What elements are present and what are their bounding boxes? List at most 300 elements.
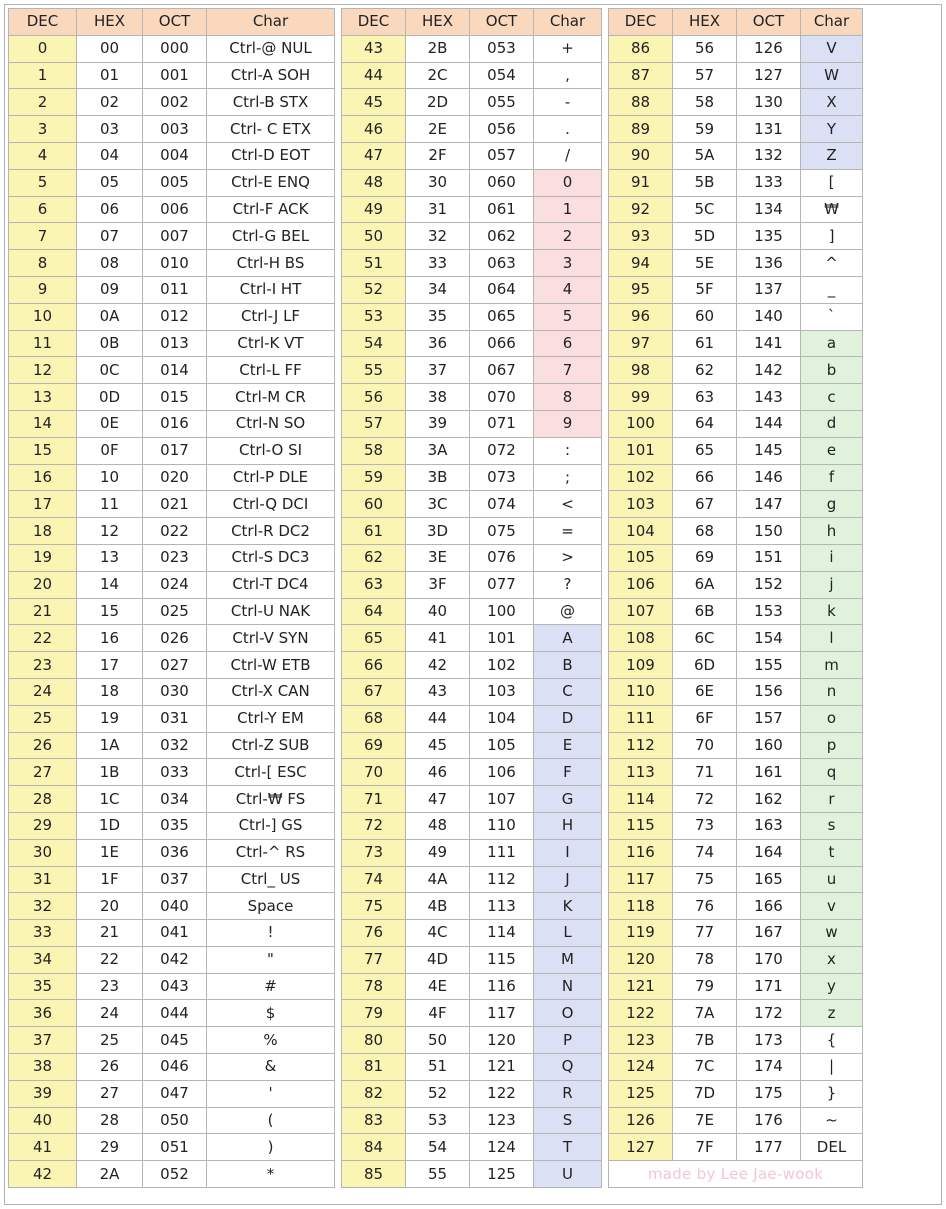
cell-hex: 05: [77, 169, 143, 196]
cell-hex: 35: [406, 303, 470, 330]
column-gap: [335, 893, 342, 920]
cell-hex: 31: [406, 196, 470, 223]
cell-char: ": [207, 946, 335, 973]
cell-oct: 123: [470, 1107, 534, 1134]
column-gap: [602, 759, 609, 786]
column-gap: [335, 839, 342, 866]
column-gap: [335, 920, 342, 947]
cell-hex: 67: [673, 491, 737, 518]
column-gap: [335, 62, 342, 89]
cell-hex: 5F: [673, 276, 737, 303]
cell-oct: 026: [143, 625, 207, 652]
cell-oct: 133: [737, 169, 801, 196]
cell-oct: 076: [470, 544, 534, 571]
cell-dec: 35: [9, 973, 77, 1000]
cell-dec: 34: [9, 946, 77, 973]
cell-dec: 90: [609, 142, 673, 169]
cell-oct: 135: [737, 223, 801, 250]
cell-dec: 13: [9, 384, 77, 411]
cell-dec: 43: [342, 35, 406, 62]
cell-hex: 18: [77, 678, 143, 705]
cell-hex: 39: [406, 410, 470, 437]
cell-oct: 152: [737, 571, 801, 598]
cell-char: r: [801, 786, 863, 813]
cell-dec: 119: [609, 920, 673, 947]
column-gap: [602, 1161, 609, 1188]
cell-dec: 80: [342, 1027, 406, 1054]
cell-hex: 00: [77, 35, 143, 62]
cell-dec: 110: [609, 678, 673, 705]
cell-dec: 4: [9, 142, 77, 169]
cell-dec: 114: [609, 786, 673, 813]
cell-char: Z: [801, 142, 863, 169]
column-gap: [335, 625, 342, 652]
cell-oct: 004: [143, 142, 207, 169]
cell-oct: 137: [737, 276, 801, 303]
cell-oct: 142: [737, 357, 801, 384]
cell-char: g: [801, 491, 863, 518]
cell-char: 9: [534, 410, 602, 437]
cell-dec: 76: [342, 920, 406, 947]
column-gap: [335, 357, 342, 384]
column-gap: [335, 384, 342, 411]
cell-oct: 151: [737, 544, 801, 571]
cell-char: 7: [534, 357, 602, 384]
cell-dec: 39: [9, 1080, 77, 1107]
column-gap: [602, 893, 609, 920]
cell-hex: 6A: [673, 571, 737, 598]
cell-hex: 5A: [673, 142, 737, 169]
cell-oct: 012: [143, 303, 207, 330]
cell-oct: 016: [143, 410, 207, 437]
cell-dec: 33: [9, 920, 77, 947]
column-gap: [602, 276, 609, 303]
cell-dec: 94: [609, 250, 673, 277]
cell-char: M: [534, 946, 602, 973]
cell-oct: 117: [470, 1000, 534, 1027]
header-dec: DEC: [9, 9, 77, 36]
cell-char: Ctrl-] GS: [207, 812, 335, 839]
cell-char: .: [534, 116, 602, 143]
cell-dec: 70: [342, 759, 406, 786]
cell-hex: 33: [406, 250, 470, 277]
cell-oct: 066: [470, 330, 534, 357]
cell-hex: 6E: [673, 678, 737, 705]
cell-char: f: [801, 464, 863, 491]
table-row: [9, 330, 863, 357]
cell-dec: 102: [609, 464, 673, 491]
cell-oct: 101: [470, 625, 534, 652]
cell-hex: 71: [673, 759, 737, 786]
column-gap: [602, 652, 609, 679]
cell-dec: 104: [609, 518, 673, 545]
cell-hex: 24: [77, 1000, 143, 1027]
cell-hex: 7B: [673, 1027, 737, 1054]
cell-oct: 156: [737, 678, 801, 705]
cell-hex: 78: [673, 946, 737, 973]
column-gap: [335, 732, 342, 759]
cell-dec: 42: [9, 1161, 77, 1188]
cell-oct: 040: [143, 893, 207, 920]
cell-hex: 22: [77, 946, 143, 973]
cell-char: l: [801, 625, 863, 652]
column-gap: [602, 946, 609, 973]
cell-char: ]: [801, 223, 863, 250]
cell-oct: 020: [143, 464, 207, 491]
cell-hex: 26: [77, 1054, 143, 1081]
column-gap: [335, 142, 342, 169]
cell-hex: 2A: [77, 1161, 143, 1188]
cell-oct: 031: [143, 705, 207, 732]
cell-oct: 106: [470, 759, 534, 786]
column-gap: [335, 464, 342, 491]
column-gap: [602, 544, 609, 571]
cell-dec: 60: [342, 491, 406, 518]
cell-char: 0: [534, 169, 602, 196]
cell-oct: 166: [737, 893, 801, 920]
cell-hex: 50: [406, 1027, 470, 1054]
cell-char: ₩: [801, 196, 863, 223]
cell-hex: 45: [406, 732, 470, 759]
column-gap: [335, 705, 342, 732]
cell-hex: 70: [673, 732, 737, 759]
table-row: [9, 357, 863, 384]
table-row: [9, 491, 863, 518]
cell-hex: 65: [673, 437, 737, 464]
cell-hex: 68: [673, 518, 737, 545]
header-char: Char: [534, 9, 602, 36]
header-hex: HEX: [77, 9, 143, 36]
cell-hex: 3C: [406, 491, 470, 518]
cell-dec: 11: [9, 330, 77, 357]
cell-dec: 81: [342, 1054, 406, 1081]
cell-oct: 132: [737, 142, 801, 169]
table-row: [9, 410, 863, 437]
cell-dec: 51: [342, 250, 406, 277]
cell-char: A: [534, 625, 602, 652]
cell-oct: 162: [737, 786, 801, 813]
cell-dec: 16: [9, 464, 77, 491]
header-hex: HEX: [406, 9, 470, 36]
cell-char: ~: [801, 1107, 863, 1134]
cell-char: <: [534, 491, 602, 518]
header-dec: DEC: [342, 9, 406, 36]
cell-char: :: [534, 437, 602, 464]
cell-char: C: [534, 678, 602, 705]
cell-dec: 79: [342, 1000, 406, 1027]
cell-oct: 147: [737, 491, 801, 518]
column-gap: [335, 410, 342, 437]
cell-hex: 23: [77, 973, 143, 1000]
cell-char: o: [801, 705, 863, 732]
cell-dec: 69: [342, 732, 406, 759]
cell-char: Ctrl-@ NUL: [207, 35, 335, 62]
cell-hex: 5E: [673, 250, 737, 277]
table-row: [9, 973, 863, 1000]
cell-char: Ctrl_ US: [207, 866, 335, 893]
column-gap: [602, 678, 609, 705]
column-gap: [335, 518, 342, 545]
cell-dec: 122: [609, 1000, 673, 1027]
cell-dec: 86: [609, 35, 673, 62]
cell-char: T: [534, 1134, 602, 1161]
cell-oct: 056: [470, 116, 534, 143]
cell-dec: 92: [609, 196, 673, 223]
cell-char: h: [801, 518, 863, 545]
cell-char: E: [534, 732, 602, 759]
cell-char: 4: [534, 276, 602, 303]
cell-char: $: [207, 1000, 335, 1027]
cell-char: N: [534, 973, 602, 1000]
cell-dec: 3: [9, 116, 77, 143]
cell-dec: 108: [609, 625, 673, 652]
table-row: [9, 1161, 863, 1188]
cell-oct: 111: [470, 839, 534, 866]
column-gap: [602, 250, 609, 277]
cell-char: Ctrl-X CAN: [207, 678, 335, 705]
cell-oct: 174: [737, 1054, 801, 1081]
cell-hex: 19: [77, 705, 143, 732]
table-row: [9, 1054, 863, 1081]
column-gap: [602, 518, 609, 545]
cell-hex: 57: [673, 62, 737, 89]
cell-oct: 057: [470, 142, 534, 169]
cell-dec: 9: [9, 276, 77, 303]
table-row: [9, 920, 863, 947]
cell-hex: 61: [673, 330, 737, 357]
cell-oct: 030: [143, 678, 207, 705]
cell-hex: 03: [77, 116, 143, 143]
cell-char: `: [801, 303, 863, 330]
cell-hex: 40: [406, 598, 470, 625]
table-row: [9, 759, 863, 786]
cell-oct: 144: [737, 410, 801, 437]
cell-hex: 60: [673, 303, 737, 330]
cell-hex: 63: [673, 384, 737, 411]
column-gap: [602, 384, 609, 411]
cell-char: Ctrl-K VT: [207, 330, 335, 357]
cell-dec: 93: [609, 223, 673, 250]
cell-oct: 003: [143, 116, 207, 143]
cell-oct: 157: [737, 705, 801, 732]
cell-dec: 109: [609, 652, 673, 679]
cell-hex: 4F: [406, 1000, 470, 1027]
cell-dec: 103: [609, 491, 673, 518]
cell-dec: 78: [342, 973, 406, 1000]
cell-hex: 0E: [77, 410, 143, 437]
cell-hex: 42: [406, 652, 470, 679]
cell-hex: 2C: [406, 62, 470, 89]
cell-dec: 26: [9, 732, 77, 759]
ascii-table: [8, 8, 863, 1188]
cell-oct: 161: [737, 759, 801, 786]
cell-dec: 17: [9, 491, 77, 518]
cell-char: #: [207, 973, 335, 1000]
cell-char: p: [801, 732, 863, 759]
cell-oct: 033: [143, 759, 207, 786]
cell-oct: 072: [470, 437, 534, 464]
cell-char: @: [534, 598, 602, 625]
cell-dec: 67: [342, 678, 406, 705]
table-row: [9, 946, 863, 973]
column-gap: [335, 678, 342, 705]
cell-hex: 02: [77, 89, 143, 116]
column-gap: [602, 357, 609, 384]
cell-hex: 64: [673, 410, 737, 437]
cell-oct: 124: [470, 1134, 534, 1161]
cell-oct: 134: [737, 196, 801, 223]
cell-dec: 49: [342, 196, 406, 223]
cell-dec: 98: [609, 357, 673, 384]
cell-oct: 126: [737, 35, 801, 62]
cell-oct: 045: [143, 1027, 207, 1054]
cell-char: P: [534, 1027, 602, 1054]
cell-char: z: [801, 1000, 863, 1027]
cell-hex: 69: [673, 544, 737, 571]
cell-char: R: [534, 1080, 602, 1107]
cell-dec: 1: [9, 62, 77, 89]
column-gap: [602, 410, 609, 437]
cell-hex: 6C: [673, 625, 737, 652]
cell-oct: 075: [470, 518, 534, 545]
column-gap: [335, 1080, 342, 1107]
cell-char: |: [801, 1054, 863, 1081]
cell-char: /: [534, 142, 602, 169]
cell-char: a: [801, 330, 863, 357]
cell-oct: 140: [737, 303, 801, 330]
cell-dec: 111: [609, 705, 673, 732]
cell-oct: 125: [470, 1161, 534, 1188]
cell-dec: 52: [342, 276, 406, 303]
cell-hex: 3F: [406, 571, 470, 598]
cell-hex: 4B: [406, 893, 470, 920]
cell-char: =: [534, 518, 602, 545]
column-gap: [602, 1080, 609, 1107]
cell-oct: 115: [470, 946, 534, 973]
cell-char: v: [801, 893, 863, 920]
cell-oct: 024: [143, 571, 207, 598]
cell-oct: 077: [470, 571, 534, 598]
cell-oct: 052: [143, 1161, 207, 1188]
cell-dec: 23: [9, 652, 77, 679]
ascii-table-container: [4, 4, 942, 1205]
cell-char: c: [801, 384, 863, 411]
column-gap: [602, 732, 609, 759]
cell-dec: 18: [9, 518, 77, 545]
cell-char: &: [207, 1054, 335, 1081]
cell-dec: 36: [9, 1000, 77, 1027]
cell-dec: 97: [609, 330, 673, 357]
cell-hex: 5C: [673, 196, 737, 223]
table-row: [9, 384, 863, 411]
cell-dec: 22: [9, 625, 77, 652]
cell-dec: 72: [342, 812, 406, 839]
cell-oct: 167: [737, 920, 801, 947]
cell-hex: 3D: [406, 518, 470, 545]
column-gap: [335, 598, 342, 625]
cell-dec: 24: [9, 678, 77, 705]
cell-hex: 14: [77, 571, 143, 598]
cell-hex: 25: [77, 1027, 143, 1054]
credit-text: made by Lee Jae-wook: [609, 1161, 863, 1188]
column-gap: [602, 786, 609, 813]
cell-char: }: [801, 1080, 863, 1107]
cell-oct: 141: [737, 330, 801, 357]
cell-dec: 15: [9, 437, 77, 464]
cell-char: Ctrl-W ETB: [207, 652, 335, 679]
cell-dec: 105: [609, 544, 673, 571]
cell-char: Space: [207, 893, 335, 920]
cell-char: Ctrl-Q DCI: [207, 491, 335, 518]
cell-oct: 065: [470, 303, 534, 330]
cell-hex: 0F: [77, 437, 143, 464]
column-gap: [335, 223, 342, 250]
table-row: [9, 1000, 863, 1027]
cell-oct: 103: [470, 678, 534, 705]
cell-char: Y: [801, 116, 863, 143]
cell-char: [: [801, 169, 863, 196]
table-row: [9, 89, 863, 116]
column-gap: [602, 920, 609, 947]
column-gap: [602, 625, 609, 652]
cell-char: Ctrl-P DLE: [207, 464, 335, 491]
cell-char: 6: [534, 330, 602, 357]
cell-hex: 16: [77, 625, 143, 652]
column-gap: [602, 330, 609, 357]
cell-oct: 037: [143, 866, 207, 893]
cell-oct: 112: [470, 866, 534, 893]
cell-char: s: [801, 812, 863, 839]
cell-hex: 20: [77, 893, 143, 920]
cell-dec: 112: [609, 732, 673, 759]
cell-dec: 31: [9, 866, 77, 893]
cell-char: 1: [534, 196, 602, 223]
column-gap: [602, 116, 609, 143]
cell-char: Ctrl-V SYN: [207, 625, 335, 652]
cell-oct: 071: [470, 410, 534, 437]
cell-oct: 110: [470, 812, 534, 839]
column-gap: [335, 1134, 342, 1161]
table-row: [9, 116, 863, 143]
cell-dec: 123: [609, 1027, 673, 1054]
table-row: [9, 571, 863, 598]
table-row: [9, 1134, 863, 1161]
table-row: [9, 893, 863, 920]
cell-hex: 44: [406, 705, 470, 732]
cell-char: x: [801, 946, 863, 973]
cell-char: ': [207, 1080, 335, 1107]
cell-hex: 4D: [406, 946, 470, 973]
column-gap: [602, 464, 609, 491]
cell-hex: 3B: [406, 464, 470, 491]
cell-char: Ctrl- C ETX: [207, 116, 335, 143]
cell-hex: 01: [77, 62, 143, 89]
cell-dec: 59: [342, 464, 406, 491]
cell-hex: 2B: [406, 35, 470, 62]
cell-oct: 050: [143, 1107, 207, 1134]
column-gap: [602, 35, 609, 62]
cell-char: Ctrl-A SOH: [207, 62, 335, 89]
cell-hex: 56: [673, 35, 737, 62]
cell-oct: 013: [143, 330, 207, 357]
cell-hex: 49: [406, 839, 470, 866]
cell-char: Ctrl-U NAK: [207, 598, 335, 625]
cell-hex: 1C: [77, 786, 143, 813]
cell-hex: 30: [406, 169, 470, 196]
column-gap: [335, 9, 342, 36]
cell-char: B: [534, 652, 602, 679]
cell-oct: 060: [470, 169, 534, 196]
